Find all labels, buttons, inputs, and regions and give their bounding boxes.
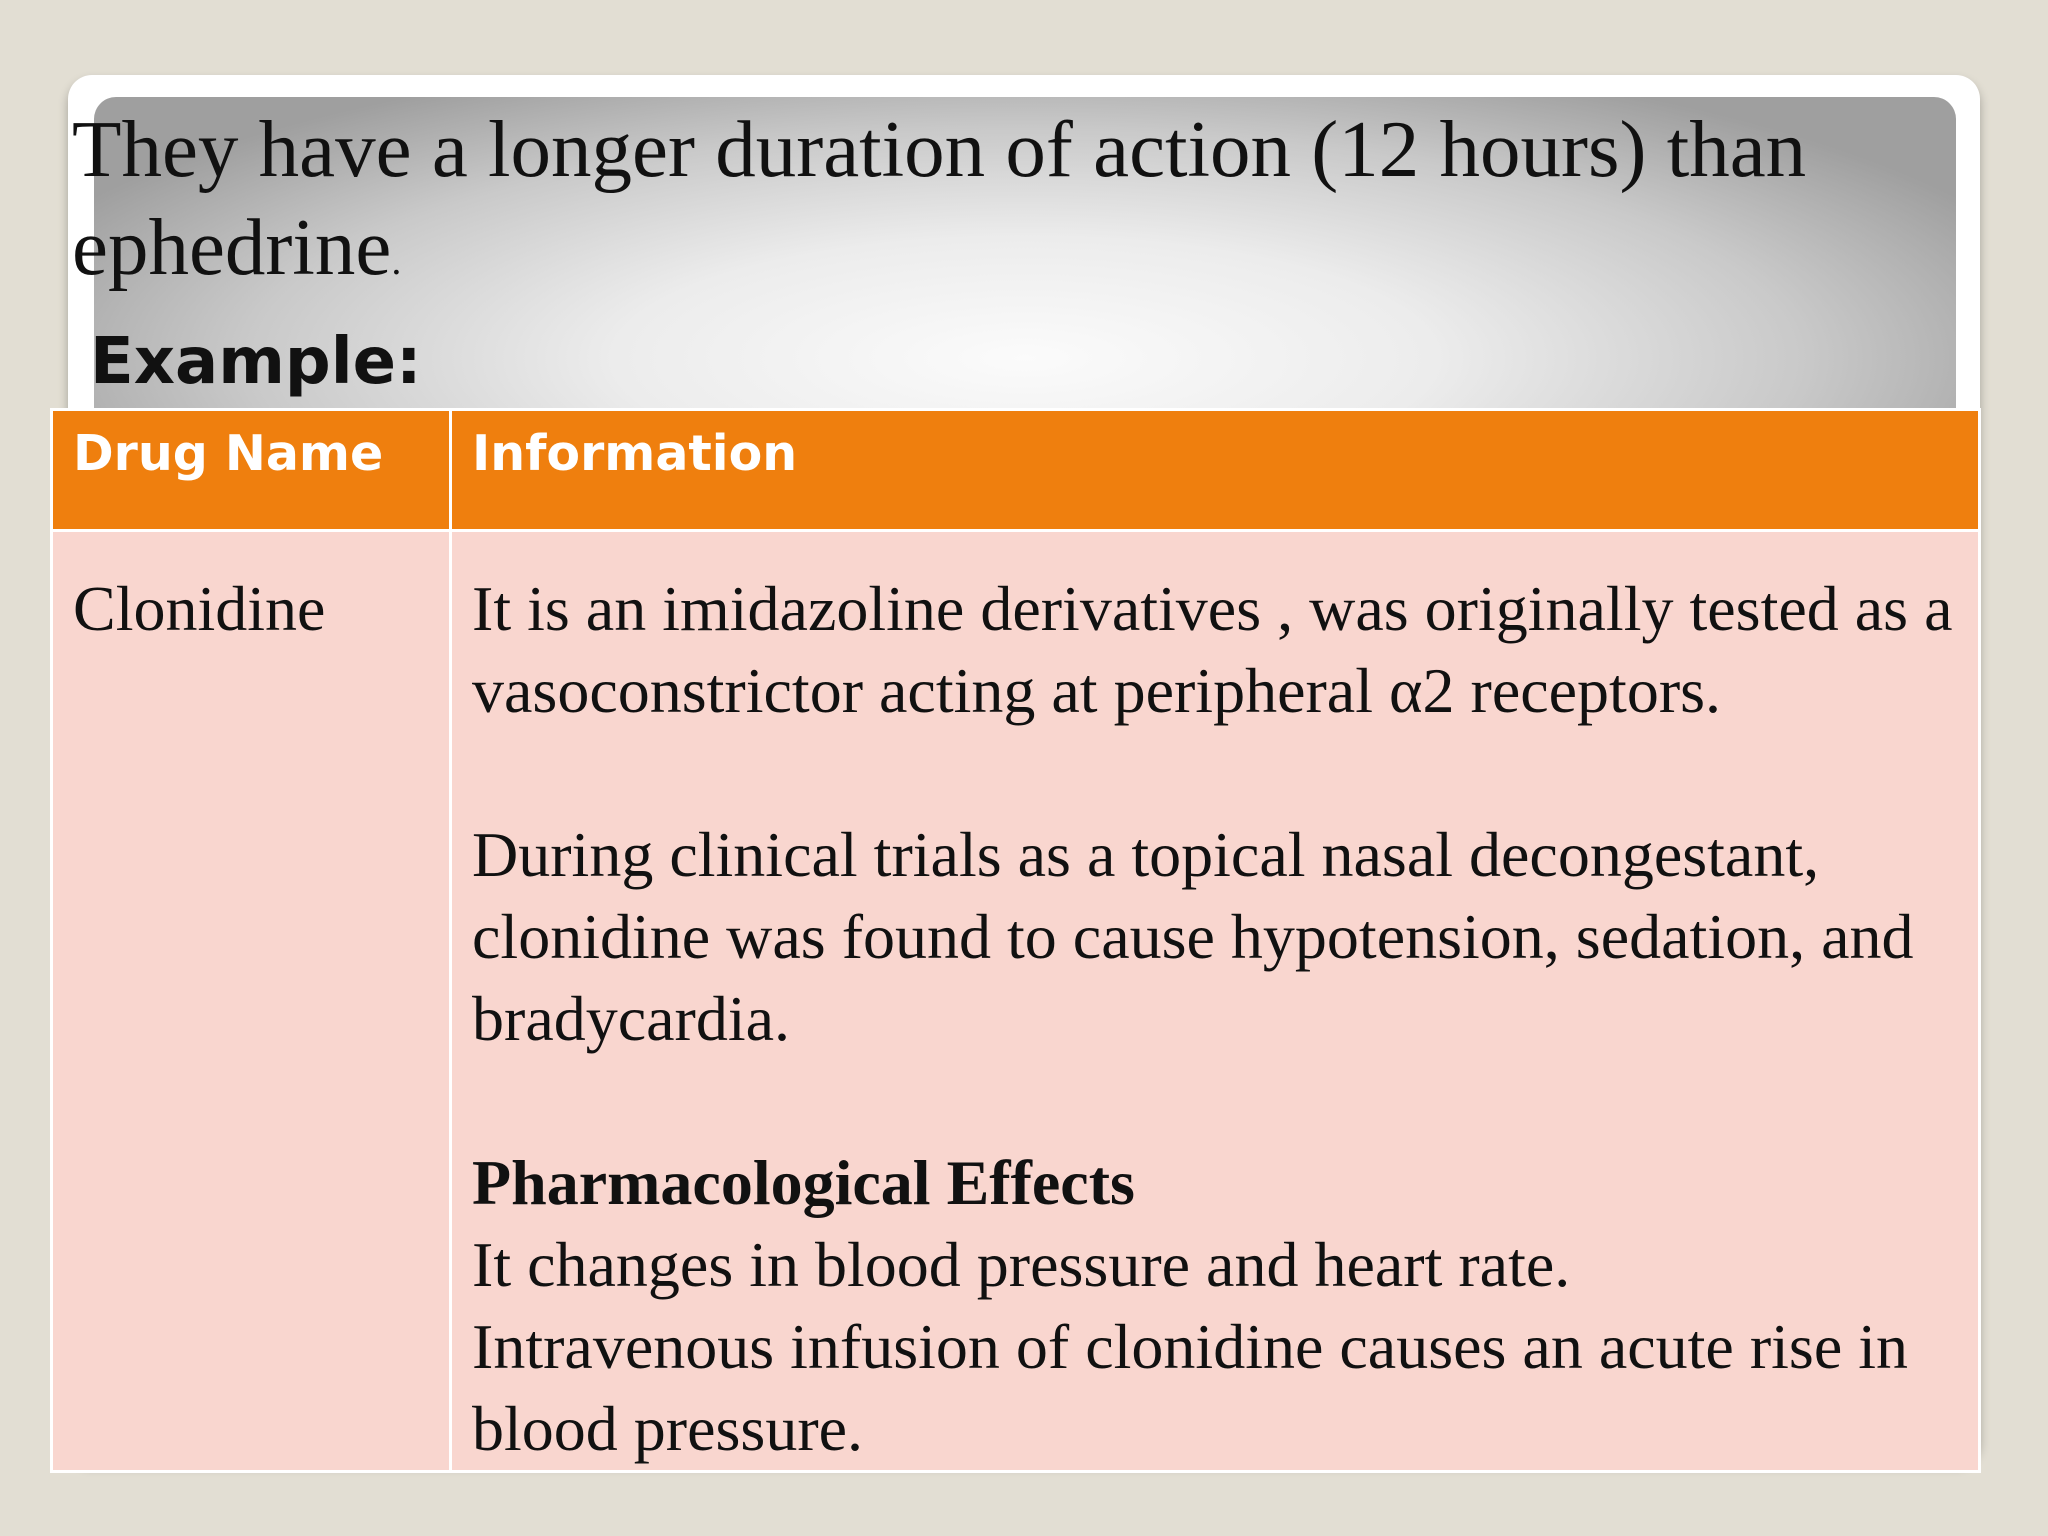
table-header-row	[52, 410, 1980, 531]
drug-info-table	[50, 408, 1981, 1473]
drug-name-cell: Clonidine	[52, 531, 451, 1472]
table-row	[52, 531, 1980, 1472]
heading-period: .	[391, 238, 402, 283]
example-label: Example:	[90, 325, 422, 399]
column-header-drug-name: Drug Name	[52, 410, 451, 531]
info-paragraph-origin: It is an imidazoline derivatives , was originally tested as a vasoconstrictor acting at peripheral α2 receptors.	[472, 573, 1953, 726]
effects-line-2: Intravenous infusion of clonidine causes an acute rise in blood pressure.	[472, 1311, 1908, 1464]
slide-heading	[72, 100, 1932, 310]
column-header-information: Information	[451, 410, 1980, 531]
information-cell	[451, 531, 1980, 1472]
effects-line-1: It changes in blood pressure and heart rate.	[472, 1229, 1571, 1300]
heading-text: They have a longer duration of action (12 hours) than ephedrine	[72, 104, 1807, 292]
effects-subheading: Pharmacological Effects	[472, 1147, 1135, 1218]
info-paragraph-clinical-trials: During clinical trials as a topical nasal decongestant, clonidine was found to cause hypotension, sedation, and bradycardia.	[472, 819, 1914, 1054]
